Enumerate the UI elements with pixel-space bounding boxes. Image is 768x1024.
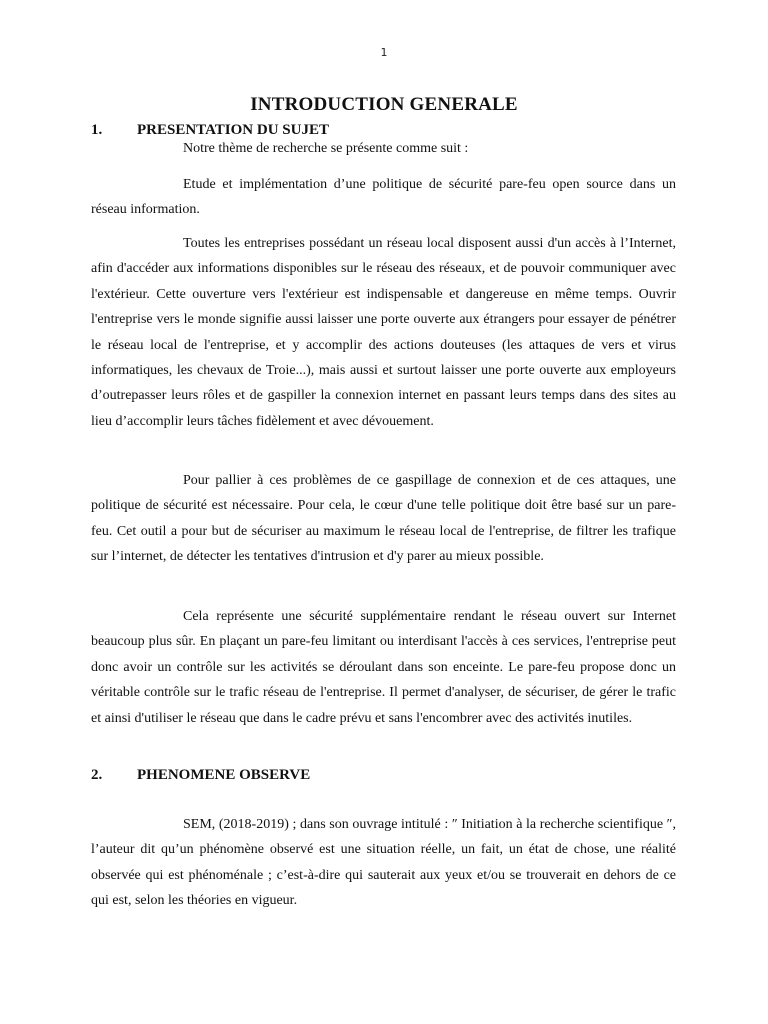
paragraph: Cela représente une sécurité supplémentaire rendant le réseau ouvert sur Internet beaucoup plus sûr. En plaçant un pare-feu limitant ou interdisant l'accès à ces services, l'entreprise peut donc avoir un contrôle sur les activités se déroulant dans son enceinte. Le pare-feu propose donc un véritable contrôle sur le trafic réseau de l'entreprise. Il permet d'analyser, de sécuriser, de gérer le trafic et ainsi d'utiliser le réseau que dans le cadre prévu et sans l'encombrer avec des activités inutiles. — [91, 609, 676, 726]
section-heading-presentation — [91, 122, 329, 139]
paragraph: Toutes les entreprises possédant un réseau local disposent aussi d'un accès à l’Internet, afin d'accéder aux informations disponibles sur le réseau des réseaux, et de pouvoir communiquer avec l'extérieur. Cette ouverture vers l'extérieur est indispensable et dangereuse en même temps. Ouvrir l'entreprise vers le monde signifie aussi laisser une porte ouverte aux étrangers pour essayer de pénétrer le réseau local de l'entreprise, et y accomplir des actions douteuses (les attaques de vers et virus informatiques, les chevaux de Troie...), mais aussi et surtout laisser une porte ouverte aux employeurs d’outrepasser leurs rôles et de gaspiller la connexion internet en passant leurs temps dans des sites au lieu d’accomplir leurs tâches fidèlement et avec dévouement. — [91, 236, 676, 429]
section-title: PHENOMENE OBSERVE — [137, 767, 311, 783]
section-number: 2. — [91, 767, 103, 783]
page-number: 1 — [380, 46, 388, 59]
page-title: INTRODUCTION GENERALE — [250, 94, 518, 115]
section-title: PRESENTATION DU SUJET — [137, 122, 329, 138]
lead-sentence: Notre thème de recherche se présente comme suit : — [183, 141, 469, 156]
paragraph: Pour pallier à ces problèmes de ce gaspillage de connexion et de ces attaques, une politique de sécurité est nécessaire. Pour cela, le cœur d'une telle politique doit être basé sur un pare-feu. Cet outil a pour but de sécuriser au maximum le réseau local de l'entreprise, de filtrer les trafique sur l’internet, de détecter les tentatives d'intrusion et d'y parer au mieux possible. — [91, 473, 676, 565]
section-heading-phenomene — [91, 767, 310, 784]
paragraph: Etude et implémentation d’une politique de sécurité pare-feu open source dans un réseau information. — [91, 177, 676, 218]
paragraph: SEM, (2018-2019) ; dans son ouvrage intitulé : ″ Initiation à la recherche scientifique ″, l’auteur dit qu’un phénomène observé est une situation réelle, un fait, un état de chose, une réalité observée qui est phénoménale ; c’est-à-dire qui sauterait aux yeux et/ou se trouverait en dehors de ce qui est, selon les théories en vigueur. — [91, 817, 676, 909]
section-number: 1. — [91, 122, 103, 138]
